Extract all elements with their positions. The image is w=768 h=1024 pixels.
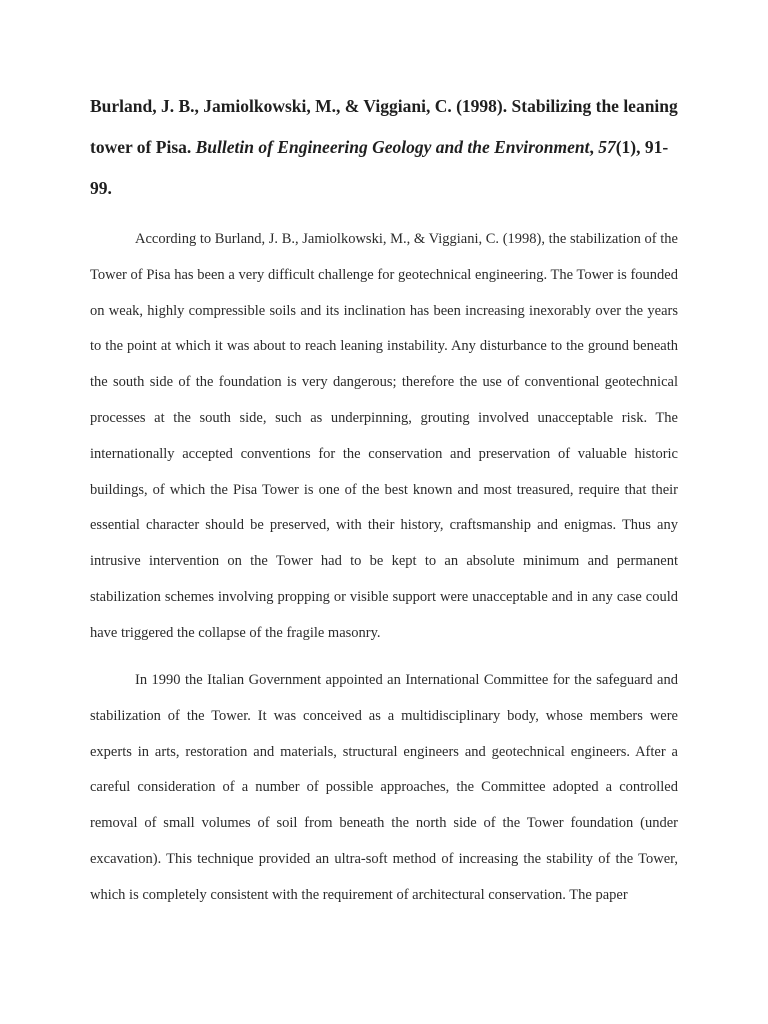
citation-authors-title: Burland, J. B., Jamiolkowski, M., & Viggiani, C. (1998). Stabilizing the leaning tower of Pisa. [90,96,678,157]
citation-separator: , [589,137,599,157]
body-paragraph: In 1990 the Italian Government appointed an International Committee for the safeguard and stabilization of the Tower. It was conceived as a multidisciplinary body, whose members were experts in arts, restoration and materials, structural engineers and geotechnical engineers. After a careful consideration of a number of possible approaches, the Committee adopted a controlled removal of small volumes of soil from beneath the north side of the Tower foundation (under excavation). This technique provided an ultra-soft method of increasing the stability of the Tower, which is completely consistent with the requirement of architectural conservation. The paper [90,672,678,903]
reference-citation [90,86,690,209]
citation-issue-pages: (1), 91-99. [90,137,669,198]
citation-journal: Bulletin of Engineering Geology and the Environment [195,137,590,157]
body-paragraph: According to Burland, J. B., Jamiolkowski, M., & Viggiani, C. (1998), the stabilization of the Tower of Pisa has been a very difficult challenge for geotechnical engineering. The Tower is founded on weak, highly compressible soils and its inclination has been increasing inexorably over the years to the point at which it was about to reach leaning instability. Any disturbance to the ground beneath the south side of the foundation is very dangerous; therefore the use of conventional geotechnical processes at the south side, such as underpinning, grouting involved unacceptable risk. The internationally accepted conventions for the conservation and preservation of valuable historic buildings, of which the Pisa Tower is one of the best known and most treasured, require that their essential character should be preserved, with their history, craftsmanship and enigmas. Thus any intrusive intervention on the Tower had to be kept to an absolute minimum and permanent stabilization schemes involving propping or visible support were unacceptable and in any case could have triggered the collapse of the fragile masonry. [90,231,678,641]
citation-volume: 57 [598,137,616,157]
